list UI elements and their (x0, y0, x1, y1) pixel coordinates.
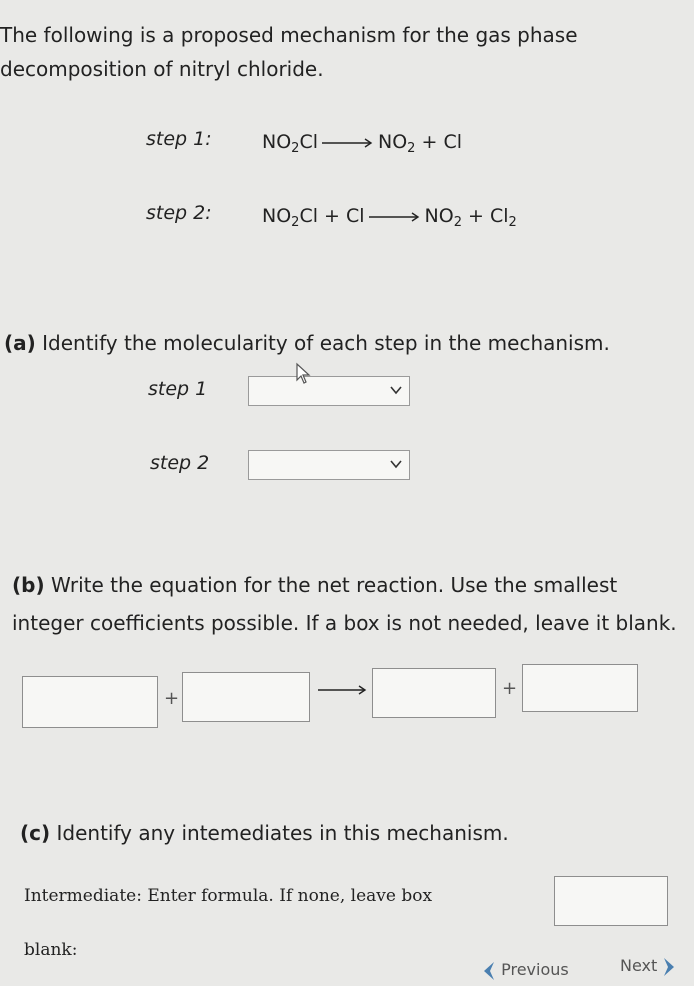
net-reactant-1-input[interactable] (22, 676, 158, 728)
step-2-equation (262, 205, 517, 230)
step-2-reactants: $NO_2Cl + Cl$ (262, 205, 365, 230)
reaction-arrow-icon (369, 211, 421, 223)
chevron-down-icon (389, 383, 403, 397)
next-button[interactable] (620, 956, 678, 977)
reaction-arrow-icon (318, 684, 368, 696)
chevron-left-icon (480, 961, 496, 981)
intermediate-prompt: Intermediate: Enter formula. If none, leave box (24, 886, 433, 906)
step-2-label: step 2: (146, 202, 212, 224)
part-c-question: (c) Identify any intemediates in this mechanism. (20, 821, 509, 845)
part-a-question: (a) Identify the molecularity of each step in the mechanism. (4, 331, 610, 355)
next-label: Next (620, 956, 658, 975)
plus-sign-1: + (164, 688, 180, 709)
intermediate-prompt-continued: blank: (24, 940, 78, 960)
net-product-1-input[interactable] (372, 668, 496, 718)
molecularity-step-1-select[interactable] (248, 376, 410, 406)
part-a-step-1-label: step 1 (148, 378, 208, 400)
plus-sign-2: + (502, 678, 518, 699)
reaction-arrow-icon (322, 137, 374, 149)
step-2-products: $NO_2 + Cl_2$ (424, 205, 517, 230)
part-b-question: (b) Write the equation for the net reaction. Use the smallest integer coefficients possible. If a box is not needed, leave it blank. (12, 573, 677, 635)
intro-text: The following is a proposed mechanism for the gas phase decomposition of nitryl chloride. (0, 23, 578, 81)
step-1-label: step 1: (146, 128, 212, 150)
previous-label: Previous (501, 960, 569, 979)
part-a-step-2-label: step 2 (150, 452, 210, 474)
step-1-products: $NO_2 + Cl$ (378, 131, 462, 156)
previous-button[interactable] (480, 960, 569, 981)
net-product-2-input[interactable] (522, 664, 638, 712)
step-1-reactant: $NO_2Cl$ (262, 131, 318, 156)
net-reactant-2-input[interactable] (182, 672, 310, 722)
chevron-right-icon (662, 957, 678, 977)
mouse-cursor-icon (294, 362, 314, 386)
intermediate-input[interactable] (554, 876, 668, 926)
step-1-equation (262, 131, 462, 156)
molecularity-step-2-select[interactable] (248, 450, 410, 480)
chevron-down-icon (389, 457, 403, 471)
